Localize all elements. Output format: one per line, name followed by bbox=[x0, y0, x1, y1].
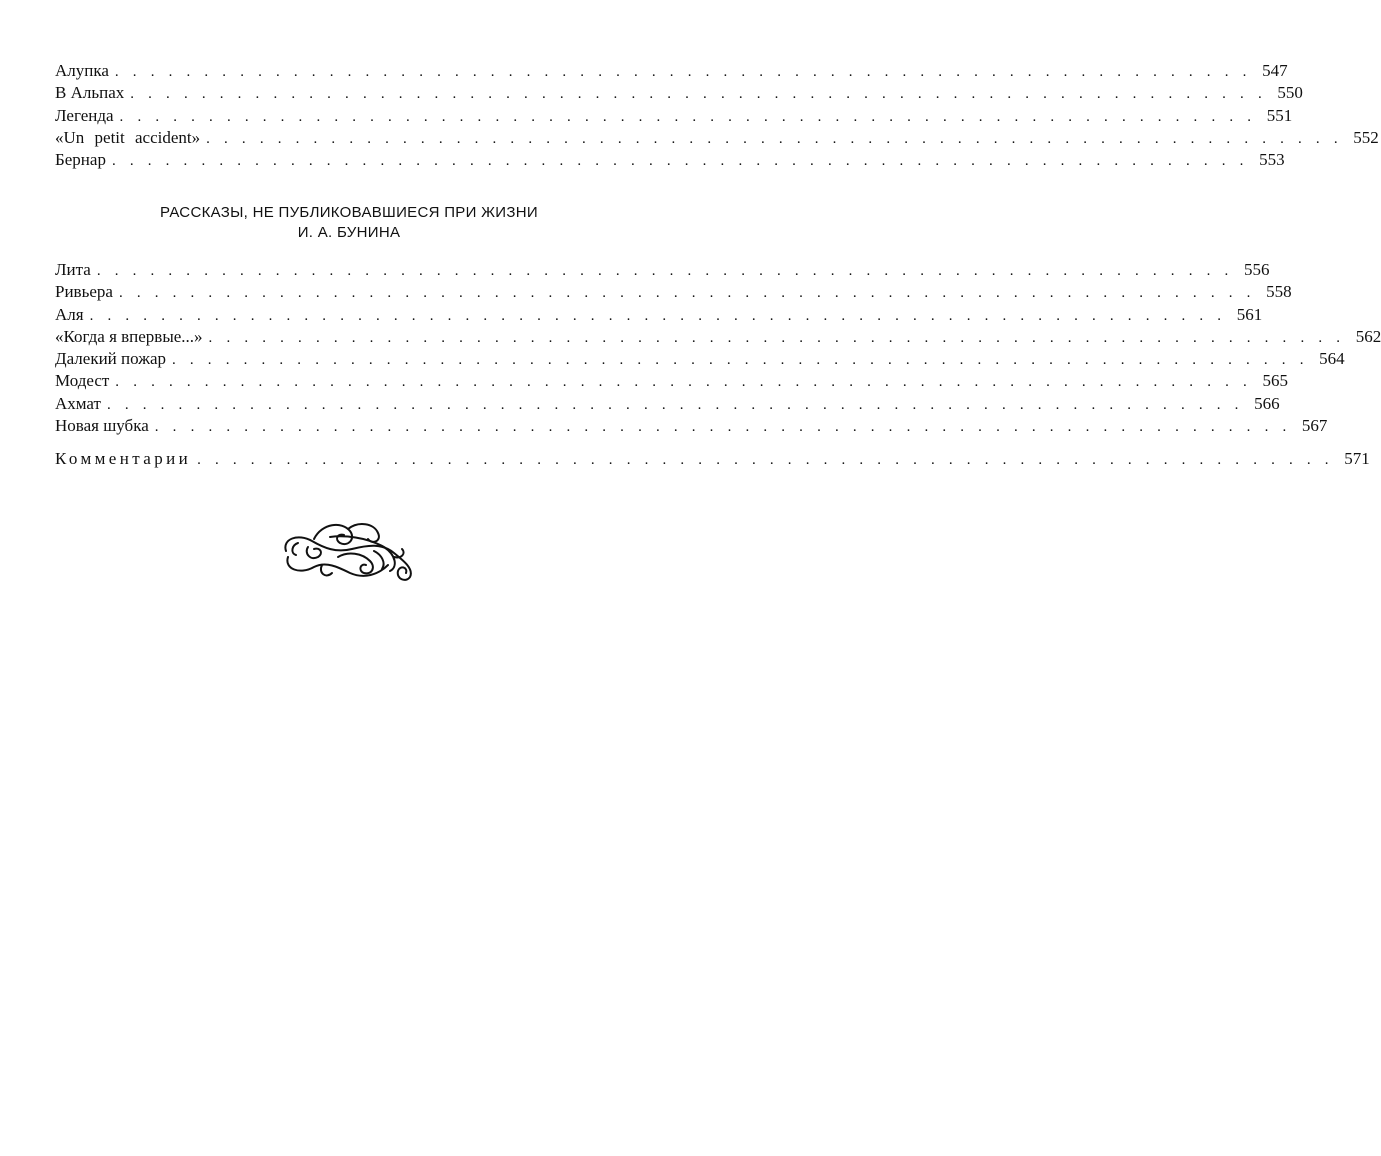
dot-leader: . . . . . . . . . . . . . . . . . . . . . . . . . . . . . . . . . . . . . . . . . . . . . . . . . . . . . . . . . . . . . . . . bbox=[111, 153, 1249, 170]
toc-entry-page: 571 bbox=[1344, 449, 1370, 468]
toc-entry-page: 550 bbox=[1277, 83, 1303, 103]
decorative-flourish-icon bbox=[278, 517, 420, 587]
toc-entry[interactable] bbox=[55, 348, 1345, 370]
dot-leader: . . . . . . . . . . . . . . . . . . . . . . . . . . . . . . . . . . . . . . . . . . . . . . . . . . . . . . . . . . . . . . . . bbox=[89, 307, 1227, 324]
toc-entry-page: 565 bbox=[1262, 371, 1288, 391]
toc-entry[interactable] bbox=[55, 259, 1270, 281]
toc-entry[interactable] bbox=[55, 304, 1263, 326]
section-heading bbox=[55, 203, 643, 243]
toc-entry-page: 562 bbox=[1355, 326, 1381, 346]
toc-entry-title: Ривьера bbox=[55, 282, 113, 302]
toc-entry-title: В Альпах bbox=[55, 83, 125, 103]
toc-entry-title: Аля bbox=[55, 304, 84, 324]
toc-entry-page: 567 bbox=[1301, 416, 1328, 436]
toc-entry-title: Легенда bbox=[55, 105, 114, 125]
toc-entry-page: 553 bbox=[1259, 150, 1285, 170]
toc-entry[interactable] bbox=[55, 393, 1280, 415]
toc-entry-page: 564 bbox=[1319, 349, 1345, 369]
dot-leader: . . . . . . . . . . . . . . . . . . . . . . . . . . . . . . . . . . . . . . . . . . . . . . . . . . . . . . . . . . . . . . . . bbox=[197, 452, 1334, 468]
toc-group-2 bbox=[55, 259, 1381, 437]
toc-entry[interactable] bbox=[55, 370, 1288, 392]
toc-comments bbox=[55, 448, 1370, 470]
toc-entry-title: «Когда я впервые...» bbox=[55, 326, 203, 346]
toc-entry-title: Лита bbox=[55, 260, 91, 279]
toc-entry-title: Бернар bbox=[55, 150, 106, 170]
dot-leader: . . . . . . . . . . . . . . . . . . . . . . . . . . . . . . . . . . . . . . . . . . . . . . . . . . . . . . . . . . . . . . . . bbox=[130, 86, 1267, 103]
dot-leader: . . . . . . . . . . . . . . . . . . . . . . . . . . . . . . . . . . . . . . . . . . . . . . . . . . . . . . . . . . . . . . . . bbox=[118, 285, 1256, 302]
toc-entry[interactable] bbox=[55, 326, 1381, 348]
toc-group-1 bbox=[55, 60, 1379, 171]
toc-entry[interactable] bbox=[55, 105, 1293, 127]
section-heading-line-2: И. А. БУНИНА bbox=[297, 224, 401, 241]
toc-entry-comments[interactable] bbox=[55, 448, 1370, 470]
toc-entry[interactable] bbox=[55, 281, 1292, 303]
toc-entry[interactable] bbox=[55, 415, 1328, 437]
toc-entry-page: 561 bbox=[1236, 304, 1263, 324]
dot-leader: . . . . . . . . . . . . . . . . . . . . . . . . . . . . . . . . . . . . . . . . . . . . . . . . . . . . . . . . . . . . . . . . bbox=[154, 419, 1292, 436]
toc-entry-page: 566 bbox=[1254, 393, 1280, 413]
toc-entry-title: Модест bbox=[55, 371, 110, 391]
toc-entry-title: Ахмат bbox=[55, 393, 101, 413]
toc-entry-title: Алупка bbox=[55, 61, 109, 80]
dot-leader: . . . . . . . . . . . . . . . . . . . . . . . . . . . . . . . . . . . . . . . . . . . . . . . . . . . . . . . . . . . . . . . . bbox=[119, 108, 1257, 125]
dot-leader: . . . . . . . . . . . . . . . . . . . . . . . . . . . . . . . . . . . . . . . . . . . . . . . . . . . . . . . . . . . . . . . . bbox=[172, 352, 1309, 369]
toc-entry[interactable] bbox=[55, 60, 1288, 82]
dot-leader: . . . . . . . . . . . . . . . . . . . . . . . . . . . . . . . . . . . . . . . . . . . . . . . . . . . . . . . . . . . . . . . . bbox=[206, 130, 1343, 147]
toc-entry-page: 556 bbox=[1243, 260, 1270, 279]
section-heading-line-1: РАССКАЗЫ, НЕ ПУБЛИКОВАВШИЕСЯ ПРИ ЖИЗНИ bbox=[160, 204, 538, 221]
toc-entry-page: 547 bbox=[1262, 61, 1288, 80]
dot-leader: . . . . . . . . . . . . . . . . . . . . . . . . . . . . . . . . . . . . . . . . . . . . . . . . . . . . . . . . . . . . . . . . bbox=[106, 396, 1244, 413]
dot-leader: . . . . . . . . . . . . . . . . . . . . . . . . . . . . . . . . . . . . . . . . . . . . . . . . . . . . . . . . . . . . . . . . bbox=[208, 329, 1346, 346]
toc-entry-page: 552 bbox=[1353, 127, 1379, 147]
toc-entry-title: Далекий пожар bbox=[55, 349, 166, 369]
toc-entry[interactable] bbox=[55, 127, 1379, 149]
dot-leader: . . . . . . . . . . . . . . . . . . . . . . . . . . . . . . . . . . . . . . . . . . . . . . . . . . . . . . . . . . . . . . . . bbox=[96, 263, 1234, 279]
toc-entry-title: Новая шубка bbox=[55, 416, 149, 436]
toc-entry-title: Комментарии bbox=[55, 449, 192, 468]
toc-entry[interactable] bbox=[55, 149, 1285, 171]
dot-leader: . . . . . . . . . . . . . . . . . . . . . . . . . . . . . . . . . . . . . . . . . . . . . . . . . . . . . . . . . . . . . . . . bbox=[114, 64, 1252, 80]
toc-entry[interactable] bbox=[55, 82, 1303, 104]
toc-entry-page: 551 bbox=[1266, 105, 1293, 125]
dot-leader: . . . . . . . . . . . . . . . . . . . . . . . . . . . . . . . . . . . . . . . . . . . . . . . . . . . . . . . . . . . . . . . . bbox=[115, 374, 1252, 391]
toc-entry-title: «Un petit accident» bbox=[55, 127, 201, 147]
toc-entry-page: 558 bbox=[1266, 282, 1292, 302]
